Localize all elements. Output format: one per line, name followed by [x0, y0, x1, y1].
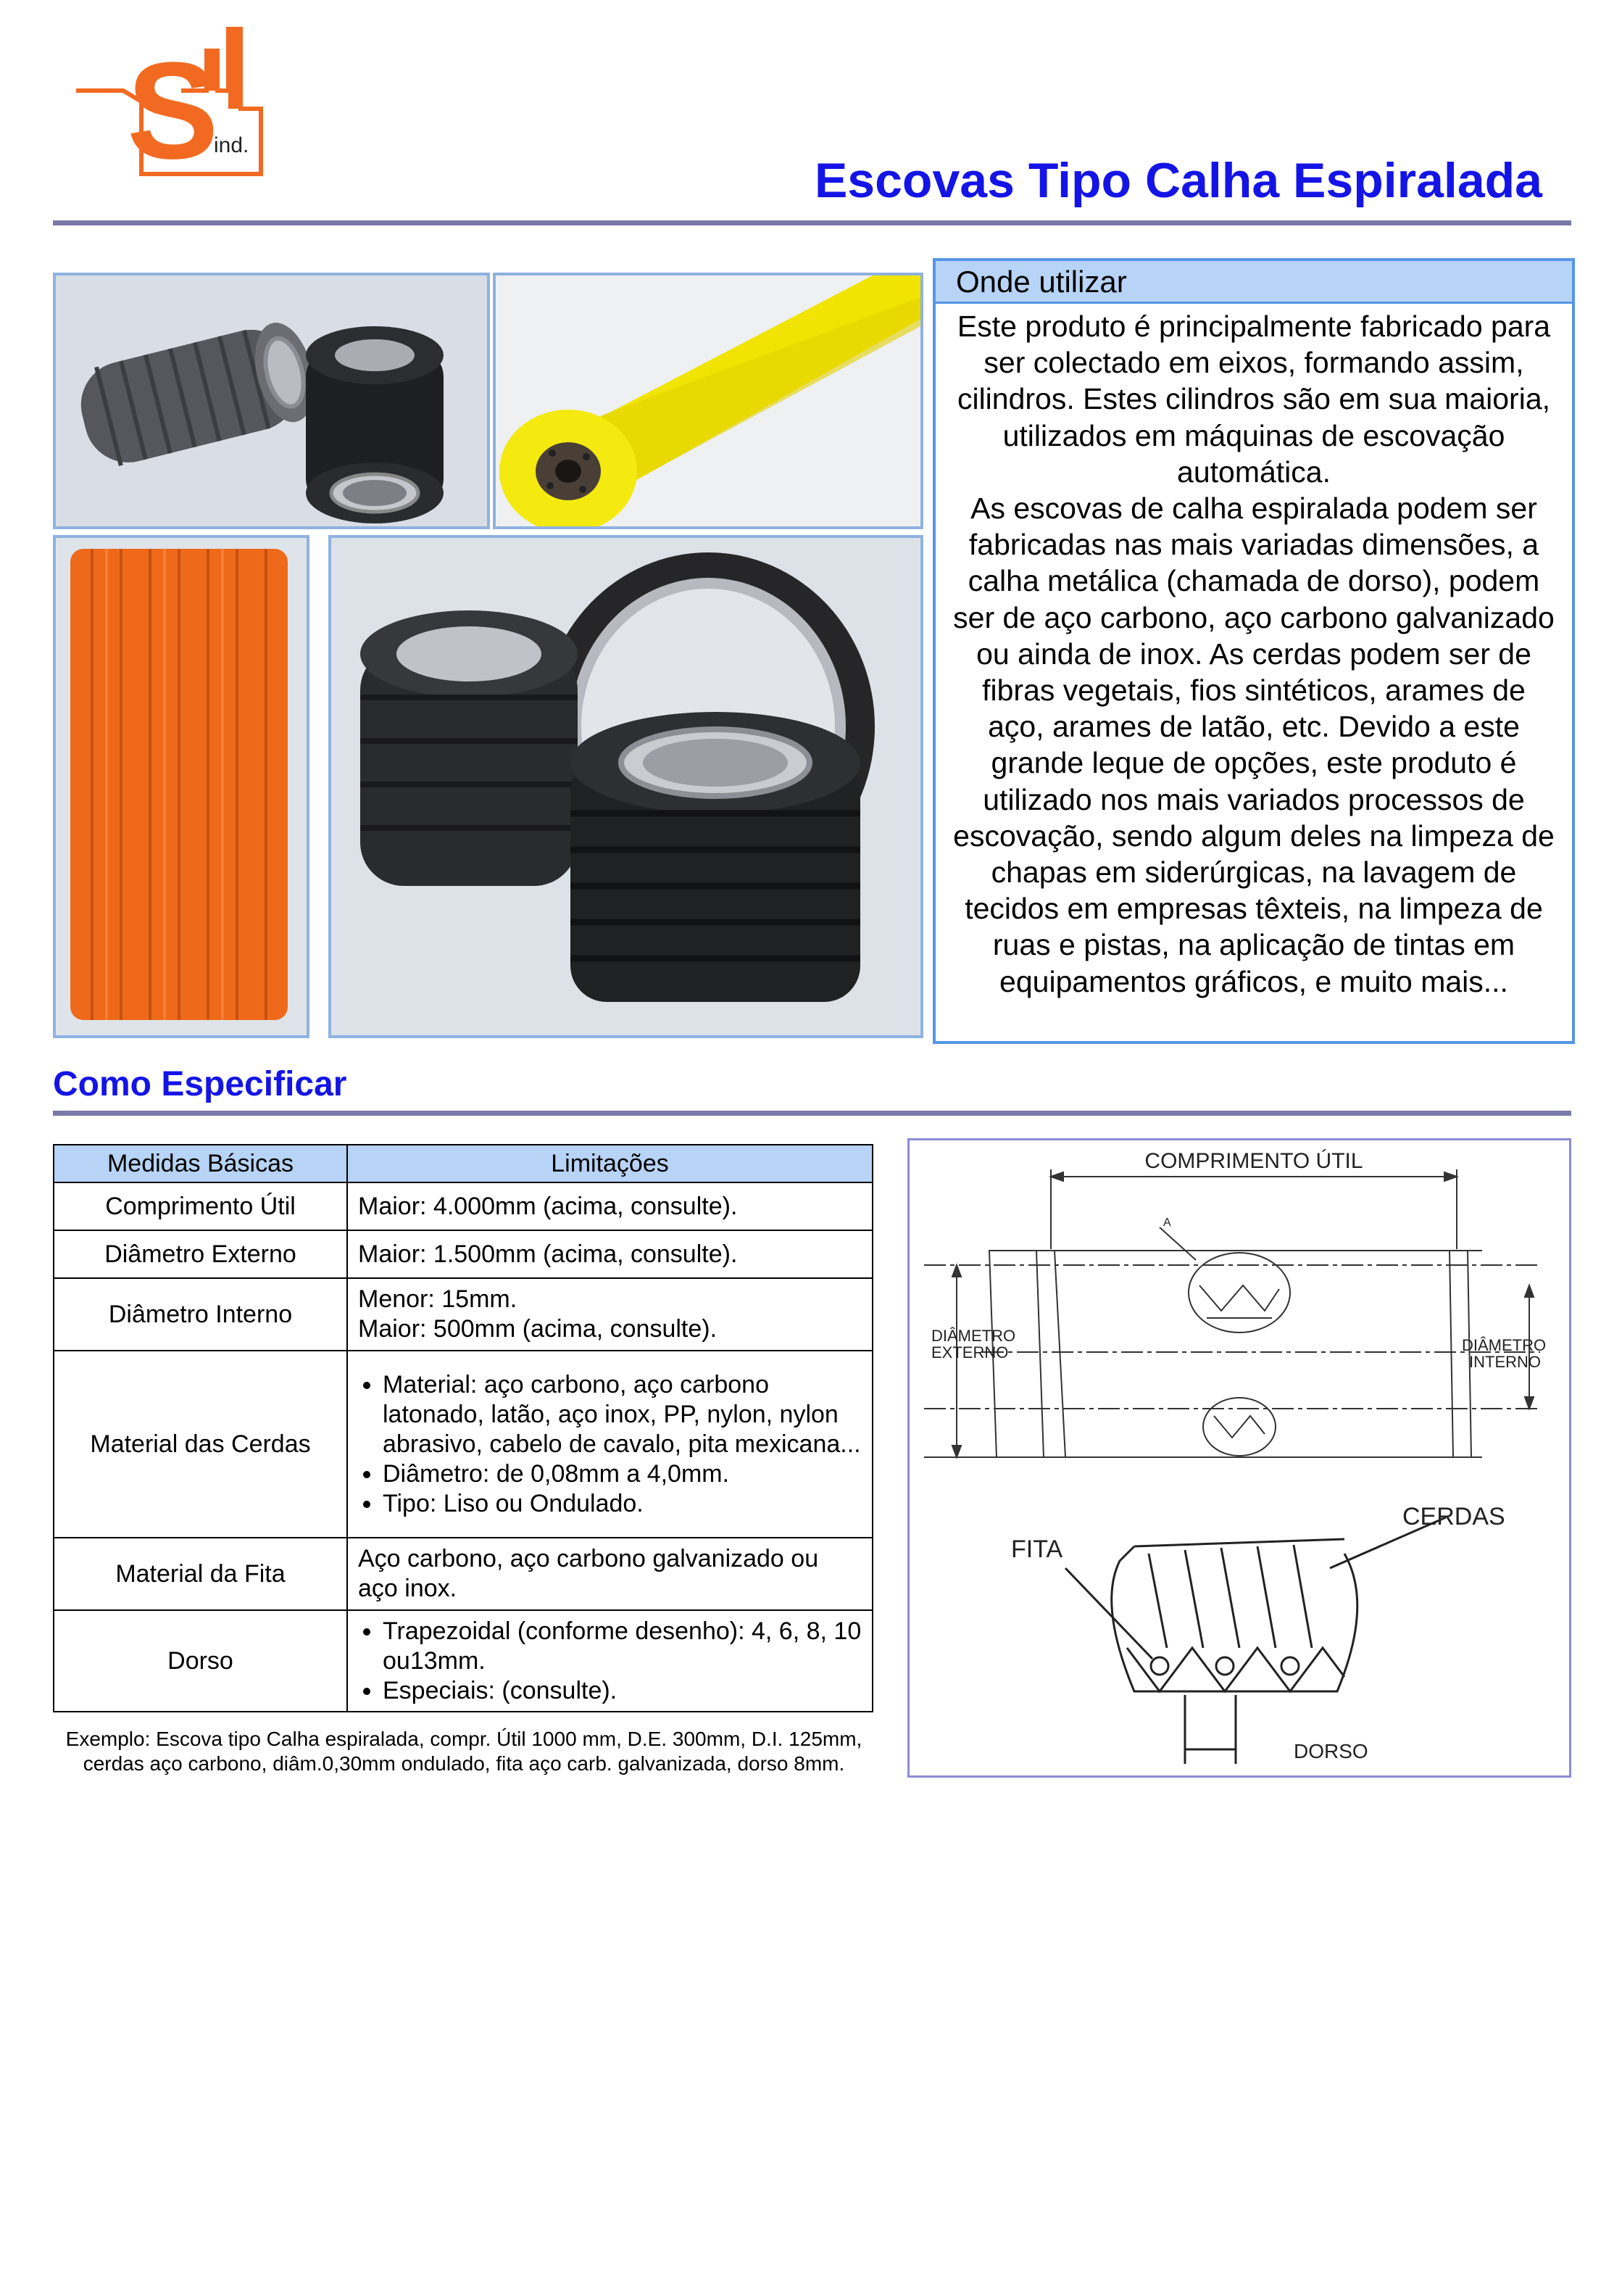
bullet-list	[358, 1370, 862, 1519]
page-title: Escovas Tipo Calha Espiralada	[814, 153, 1542, 208]
title-divider	[53, 220, 1571, 225]
onde-utilizar-panel	[933, 258, 1575, 1044]
company-logo	[72, 22, 272, 188]
label-detail-marker: A	[1163, 1217, 1171, 1229]
onde-paragraph-1: Este produto é principalmente fabricado para ser colectado em eixos, formando assim, cilindros. Estes cilindros são em sua maioria, utilizados em máquinas de escovação automática.	[957, 310, 1551, 489]
bullet-item: • Tipo: Liso ou Ondulado.	[383, 1489, 862, 1519]
label-cerdas: CERDAS	[1402, 1503, 1505, 1530]
photo-dark-brush-rings	[328, 535, 923, 1038]
section-divider	[53, 1111, 1571, 1116]
photo-orange-roller	[53, 535, 309, 1038]
header-limitacoes: Limitações	[347, 1145, 873, 1182]
bullet-item: • Diâmetro: de 0,08mm a 4,0mm.	[383, 1459, 862, 1489]
row-value: Aço carbono, aço carbono galvanizado ou aço inox.	[347, 1538, 873, 1610]
onde-paragraph-2: As escovas de calha espiralada podem ser fabricadas nas mais variadas dimensões, a calha metálica (chamada de dorso), podem ser de aço carbono, aço carbono galvanizado ou ainda de inox. As cerdas podem ser de fibras vegetais, fios sintéticos, arames de aço, arames de latão, etc. Devido a este grande leque de opções, este produto é utilizado nos mais variados processos de escovação, sendo algum deles na limpeza de chapas em siderúrgicas, na lavagem de tecidos em empresas têxteis, na limpeza de ruas e pistas, na aplicação de tintas em equipamentos gráficos, e muito mais...	[953, 492, 1555, 998]
row-name: Comprimento Útil	[54, 1182, 347, 1230]
onde-utilizar-heading: Onde utilizar	[936, 261, 1572, 304]
row-value	[347, 1351, 873, 1538]
photo-yellow-roller	[493, 273, 923, 529]
label-diam-externo-2: EXTERNO	[931, 1343, 1009, 1362]
row-name: Diâmetro Externo	[54, 1230, 347, 1278]
label-fita: FITA	[1011, 1535, 1063, 1563]
bullet-item: • Material: aço carbono, aço carbono latonado, latão, aço inox, PP, nylon, nylon abrasivo, cabelo de cavalo, pita mexicana...	[383, 1370, 862, 1459]
table-row	[54, 1351, 873, 1538]
label-dorso: DORSO	[1294, 1740, 1368, 1762]
technical-diagram	[907, 1138, 1571, 1778]
onde-utilizar-text	[936, 304, 1572, 1000]
section-title: Como Especificar	[53, 1065, 347, 1103]
bullet-item: • Trapezoidal (conforme desenho): 4, 6, 8, 10 ou13mm.	[383, 1617, 862, 1676]
logo-graphic	[72, 22, 272, 188]
table-row	[54, 1538, 873, 1610]
row-value	[347, 1278, 873, 1351]
row-line: Maior: 500mm (acima, consulte).	[358, 1315, 718, 1343]
header-medidas: Medidas Básicas	[54, 1145, 347, 1182]
row-value: Maior: 1.500mm (acima, consulte).	[347, 1230, 873, 1278]
table-row	[54, 1610, 873, 1712]
row-name: Material das Cerdas	[54, 1351, 347, 1538]
row-name: Material da Fita	[54, 1538, 347, 1610]
logo-suffix: ind.	[214, 133, 249, 157]
row-line: Menor: 15mm.	[358, 1285, 517, 1313]
row-name: Dorso	[54, 1610, 347, 1712]
example-note: Exemplo: Escova tipo Calha espiralada, compr. Útil 1000 mm, D.E. 300mm, D.I. 125mm, cerdas aço carbono, diâm.0,30mm ondulado, fita aço carb. galvanizada, dorso 8mm.	[65, 1728, 862, 1775]
bullet-list	[358, 1617, 862, 1706]
table-header-row	[54, 1145, 873, 1182]
row-value: Maior: 4.000mm (acima, consulte).	[347, 1182, 873, 1230]
spec-table	[53, 1144, 873, 1712]
table-row	[54, 1182, 873, 1230]
logo-letter: S	[127, 34, 219, 188]
row-value	[347, 1610, 873, 1712]
label-diam-externo-1: DIÂMETRO	[931, 1327, 1016, 1345]
label-diam-interno-1: DIÂMETRO	[1462, 1336, 1547, 1354]
table-row	[54, 1278, 873, 1351]
row-name: Diâmetro Interno	[54, 1278, 347, 1351]
bullet-item: • Especiais: (consulte).	[383, 1676, 862, 1706]
photo-spiral-brushes-grey	[53, 273, 490, 529]
table-row	[54, 1230, 873, 1278]
label-diam-interno-2: INTERNO	[1469, 1353, 1541, 1371]
label-comprimento: COMPRIMENTO ÚTIL	[1144, 1149, 1363, 1173]
